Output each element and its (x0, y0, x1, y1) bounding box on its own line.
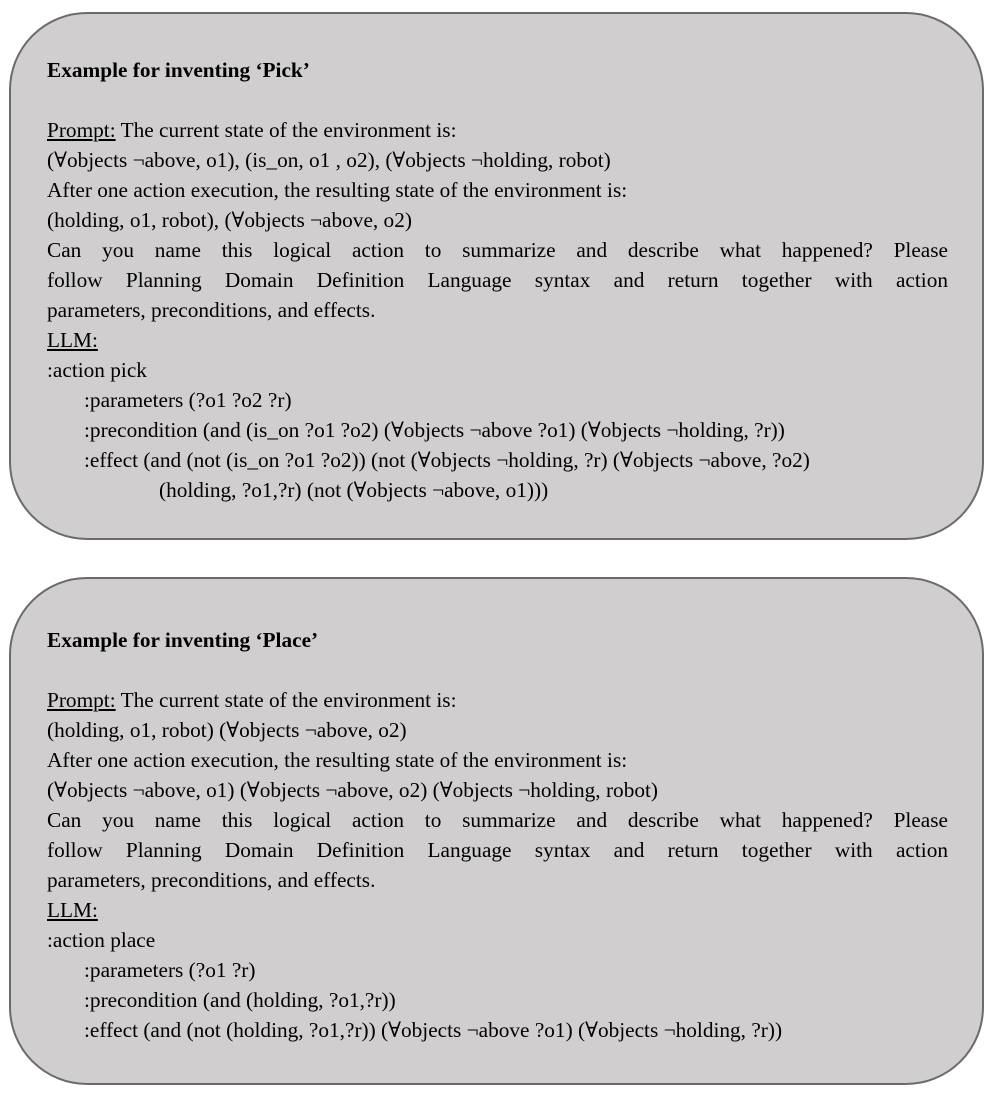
place-state-after: (∀objects ¬above, o1) (∀objects ¬above, o2) (∀objects ¬holding, robot) (47, 778, 659, 802)
pick-effect-line-2: (holding, ?o1,?r) (not (∀objects ¬above, o1))) (159, 478, 549, 502)
place-after-line: After one action execution, the resulting state of the environment is: (47, 748, 628, 772)
pick-question-line-2: follow Planning Domain Definition Language syntax and return together with action (47, 268, 948, 292)
place-title: Example for inventing ‘Place’ (47, 628, 319, 652)
place-prompt-line (47, 685, 948, 715)
place-action: :action place (47, 928, 156, 952)
place-parameters: :parameters (?o1 ?r) (84, 958, 256, 982)
pick-llm-label: LLM: (47, 328, 98, 352)
place-question-line-3: parameters, preconditions, and effects. (47, 868, 376, 892)
place-prompt-label: Prompt: (47, 688, 116, 712)
pick-after-line: After one action execution, the resulting state of the environment is: (47, 178, 628, 202)
place-question-line-2: follow Planning Domain Definition Language syntax and return together with action (47, 838, 948, 862)
pick-prompt-intro: The current state of the environment is: (115, 118, 457, 142)
pick-precondition: :precondition (and (is_on ?o1 ?o2) (∀objects ¬above ?o1) (∀objects ¬holding, ?r)) (84, 418, 785, 442)
pick-prompt-label: Prompt: (47, 118, 116, 142)
pick-effect-line-1: :effect (and (not (is_on ?o1 ?o2)) (not (∀objects ¬holding, ?r) (∀objects ¬above, ?o2) (84, 448, 810, 472)
place-llm-label: LLM: (47, 898, 98, 922)
place-precondition: :precondition (and (holding, ?o1,?r)) (84, 988, 396, 1012)
pick-example-box (9, 12, 984, 540)
pick-question-line-3: parameters, preconditions, and effects. (47, 298, 376, 322)
pick-prompt-line (47, 115, 948, 145)
place-question-line-1: Can you name this logical action to summarize and describe what happened? Please (47, 808, 948, 832)
pick-state-after: (holding, o1, robot), (∀objects ¬above, o2) (47, 208, 412, 232)
place-effect-line-1: :effect (and (not (holding, ?o1,?r)) (∀objects ¬above ?o1) (∀objects ¬holding, ?r)) (84, 1018, 783, 1042)
pick-title: Example for inventing ‘Pick’ (47, 58, 310, 82)
pick-state-before: (∀objects ¬above, o1), (is_on, o1 , o2), (∀objects ¬holding, robot) (47, 148, 611, 172)
pick-question-line-1: Can you name this logical action to summarize and describe what happened? Please (47, 238, 948, 262)
pick-parameters: :parameters (?o1 ?o2 ?r) (84, 388, 292, 412)
place-prompt-intro: The current state of the environment is: (115, 688, 457, 712)
place-example-box (9, 577, 984, 1085)
pick-action: :action pick (47, 358, 147, 382)
place-state-before: (holding, o1, robot) (∀objects ¬above, o2) (47, 718, 407, 742)
